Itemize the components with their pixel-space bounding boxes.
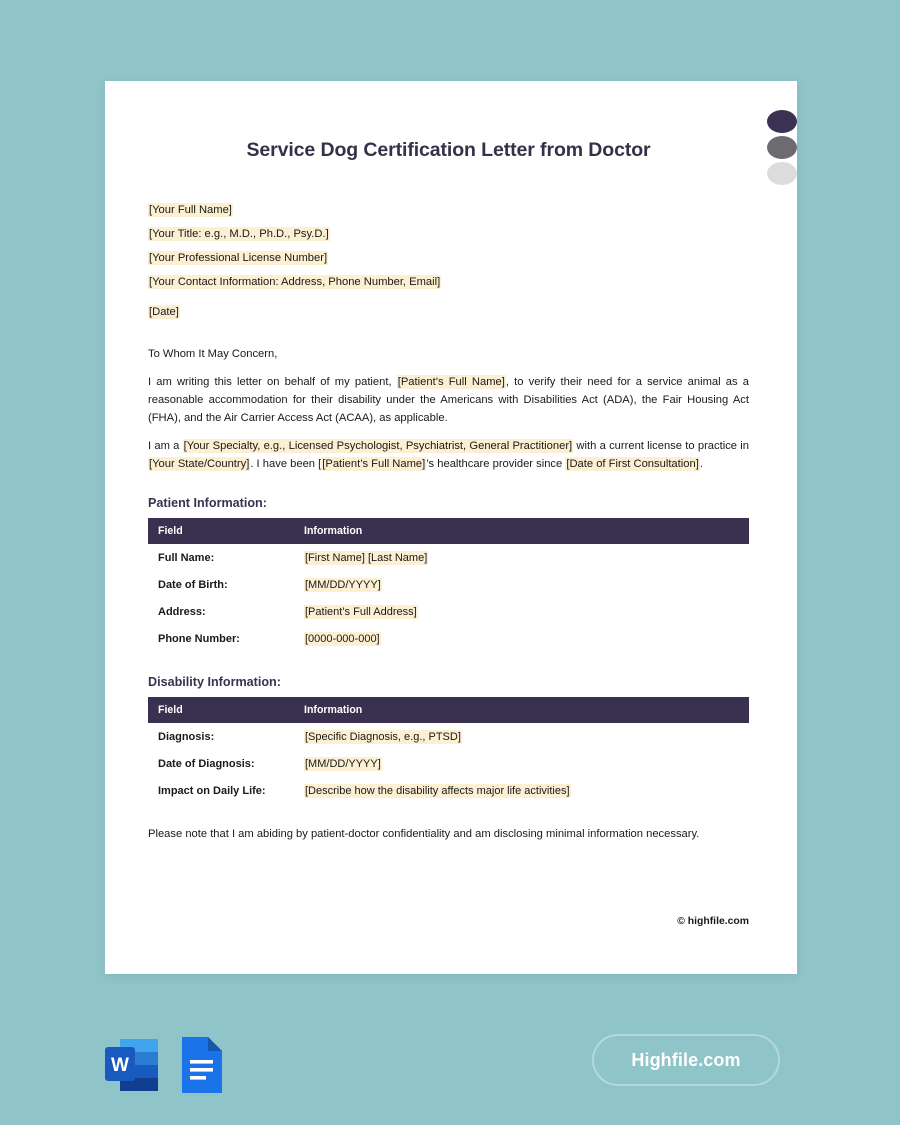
column-header-field: Field <box>148 518 294 544</box>
table-header-row <box>148 697 749 723</box>
row-value-phone-number <box>294 625 749 652</box>
brand-badge[interactable] <box>592 1034 780 1086</box>
paragraph-credentials-part-2: with a current license to practice in <box>573 440 749 453</box>
date-of-birth-placeholder: [MM/DD/YYYY] <box>305 579 381 592</box>
sender-contact-line <box>148 275 749 290</box>
table-row <box>148 544 749 571</box>
date-of-diagnosis-placeholder: [MM/DD/YYYY] <box>305 758 381 771</box>
row-value-address <box>294 598 749 625</box>
disability-information-heading: Disability Information: <box>148 675 281 690</box>
paragraph-credentials-part-5: . <box>699 458 703 471</box>
row-label-date-of-birth: Date of Birth: <box>158 579 228 592</box>
column-header-information: Information <box>294 697 749 723</box>
first-consultation-placeholder: [Date of First Consultation] <box>566 458 699 471</box>
page-title: Service Dog Certification Letter from Doctor <box>246 139 651 161</box>
row-label-impact-on-daily-life: Impact on Daily Life: <box>158 785 266 798</box>
svg-text:W: W <box>111 1055 129 1076</box>
table-row <box>148 571 749 598</box>
full-name-placeholder: [First Name] [Last Name] <box>305 552 428 565</box>
salutation: To Whom It May Concern, <box>148 347 278 360</box>
document-footer-copyright: © highfile.com <box>677 916 749 927</box>
sender-name-placeholder: [Your Full Name] <box>149 204 232 216</box>
date-line <box>148 305 749 320</box>
column-header-field: Field <box>148 697 294 723</box>
phone-number-placeholder: [0000-000-000] <box>305 633 380 646</box>
paragraph-credentials <box>148 437 749 473</box>
sender-title-placeholder: [Your Title: e.g., M.D., Ph.D., Psy.D.] <box>149 228 329 241</box>
brand-badge-label: Highfile.com <box>631 1049 741 1070</box>
state-country-placeholder: [Your State/Country] <box>149 458 250 471</box>
sender-title-line <box>148 227 749 242</box>
table-row <box>148 777 749 804</box>
impact-on-daily-life-placeholder: [Describe how the disability affects major life activities] <box>305 785 570 798</box>
letter-body <box>148 345 749 474</box>
row-value-date-of-diagnosis <box>294 750 749 777</box>
row-label-date-of-diagnosis: Date of Diagnosis: <box>158 758 255 771</box>
google-docs-icon[interactable] <box>174 1034 228 1096</box>
row-value-diagnosis <box>294 723 749 750</box>
address-placeholder: [Patient’s Full Address] <box>305 606 417 619</box>
row-value-full-name <box>294 544 749 571</box>
specialty-placeholder: [Your Specialty, e.g., Licensed Psychologist, Psychiatrist, General Practitioner] <box>183 440 573 453</box>
sender-license-line <box>148 251 749 266</box>
table-row <box>148 598 749 625</box>
microsoft-word-icon[interactable] <box>103 1034 161 1096</box>
decorative-dot-stack <box>775 110 797 188</box>
paragraph-credentials-part-3: . I have been [ <box>250 458 322 471</box>
closing-note: Please note that I am abiding by patient-doctor confidentiality and am disclosing minimal information necessary. <box>148 828 700 841</box>
table-row <box>148 723 749 750</box>
paragraph-purpose-part-2: , to verify their need for a service animal as a reasonable accommodation for their disability under the Americans with Disabilities Act (ADA), the Fair Housing Act (FHA), and the Air Carrier Access Act (ACAA), as applicable. <box>148 375 749 424</box>
patient-name-placeholder-2: [Patient’s Full Name] <box>322 458 426 471</box>
row-label-diagnosis: Diagnosis: <box>158 731 215 744</box>
sender-license-placeholder: [Your Professional License Number] <box>149 252 328 265</box>
disability-information-table <box>148 697 749 804</box>
bottom-bar <box>0 1010 900 1125</box>
table-row <box>148 750 749 777</box>
date-placeholder: [Date] <box>149 306 179 319</box>
diagnosis-placeholder: [Specific Diagnosis, e.g., PTSD] <box>305 731 461 744</box>
table-row <box>148 625 749 652</box>
sender-header-block <box>148 203 749 321</box>
decorative-dot-2 <box>767 136 797 159</box>
patient-information-table <box>148 518 749 652</box>
patient-information-heading: Patient Information: <box>148 496 267 511</box>
row-value-date-of-birth <box>294 571 749 598</box>
paragraph-purpose-part-1: I am writing this letter on behalf of my patient, <box>148 375 397 388</box>
paragraph-purpose <box>148 373 749 427</box>
row-label-full-name: Full Name: <box>158 552 215 565</box>
row-label-phone-number: Phone Number: <box>158 633 240 646</box>
document-page <box>105 81 797 974</box>
patient-name-placeholder: [Patient’s Full Name] <box>397 375 505 388</box>
decorative-dot-1 <box>767 110 797 133</box>
paragraph-credentials-part-4: ’s healthcare provider since <box>426 458 566 471</box>
sender-contact-placeholder: [Your Contact Information: Address, Phone Number, Email] <box>149 276 441 289</box>
decorative-dot-3 <box>767 162 797 185</box>
column-header-information: Information <box>294 518 749 544</box>
paragraph-credentials-part-1: I am a <box>148 440 183 453</box>
row-value-impact-on-daily-life <box>294 777 749 804</box>
sender-name-line <box>148 203 749 218</box>
table-header-row <box>148 518 749 544</box>
format-icons-group <box>103 1034 228 1096</box>
row-label-address: Address: <box>158 606 206 619</box>
